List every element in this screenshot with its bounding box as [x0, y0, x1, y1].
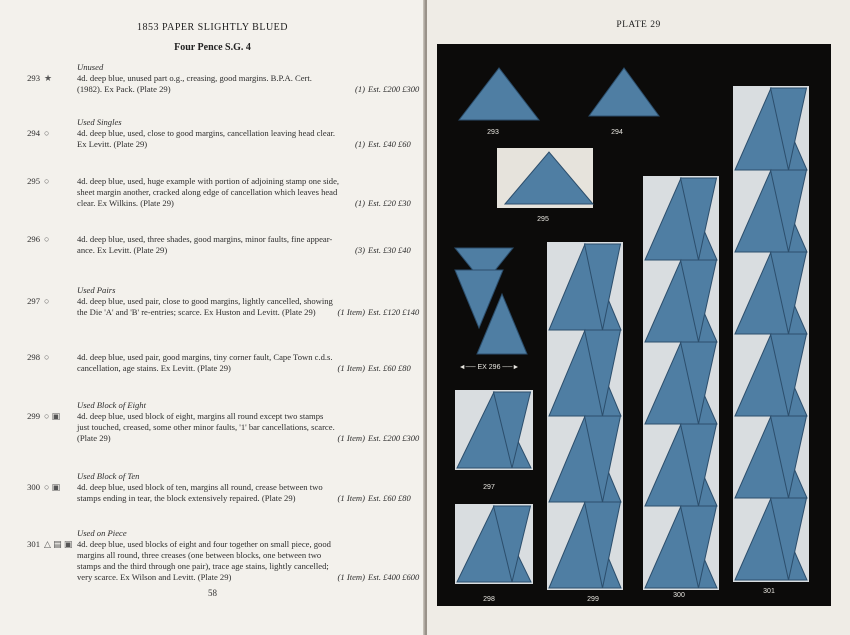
page-subheader: Four Pence S.G. 4 — [174, 42, 251, 53]
lot-heading: Used Block of Ten — [77, 471, 140, 481]
lot-symbol: ○ ▣ — [44, 482, 61, 492]
stamp-293 — [459, 68, 539, 120]
lot-estimate: Est. £40 £60 — [368, 139, 411, 149]
lot-number: 295 — [27, 176, 40, 186]
lot-symbol: ○ — [44, 296, 50, 306]
lot-description-line: 4d. deep blue, used block of eight, margins all round except two stamps — [77, 411, 324, 421]
lot-estimate: Est. £200 £300 — [368, 84, 420, 94]
lot-description-line: 4d. deep blue, used pair, close to good margins, lightly cancelled, showing — [77, 296, 333, 306]
lot-heading: Used Block of Eight — [77, 400, 146, 410]
lot-description-line: ance. Ex Levitt. (Plate 29) — [77, 245, 168, 255]
page-header: 1853 PAPER SLIGHTLY BLUED — [136, 22, 289, 33]
lot-description-line: very scarce. Ex Wilson and Levitt. (Plate 29) — [77, 572, 232, 582]
lot-description-line: 4d. deep blue, used, close to good margins, cancellation leaving head clear. — [77, 128, 336, 138]
lot-description-line: the Die 'A' and 'B' re-entries; scarce. Ex Huston and Levitt. (Plate 29) — [77, 307, 316, 317]
stamp-294 — [589, 68, 659, 116]
right-page — [427, 0, 850, 635]
lot-estimate: Est. £200 £300 — [368, 433, 420, 443]
caption-298: 298 — [483, 596, 495, 603]
lot-quantity: (1 Item) — [337, 363, 365, 373]
lot-number: 294 — [27, 128, 40, 138]
lot-number: 296 — [27, 234, 40, 244]
lot-symbol: ○ — [44, 352, 50, 362]
lot-description-line: sheet margin another, cracked along edge of cancellation which leaves head — [77, 187, 338, 197]
lot-estimate: Est. £20 £30 — [368, 198, 411, 208]
lot-heading: Used Singles — [77, 117, 122, 127]
lot-description-line: 4d. deep blue, used, huge example with portion of adjoining stamp one side, — [77, 176, 340, 186]
lot-description-line: 4d. deep blue, used blocks of eight and four together on small piece, good — [77, 539, 331, 549]
lot-quantity: (3) — [354, 245, 365, 255]
lot-heading: Unused — [77, 62, 104, 72]
lot-number: 301 — [27, 539, 40, 549]
lot-estimate: Est. £60 £80 — [368, 363, 411, 373]
lot-quantity: (1) — [354, 84, 365, 94]
lot-description-line: 4d. deep blue, used, three shades, good margins, minor faults, fine appear- — [77, 234, 333, 244]
lot-description-line: stamps ending in tear, the block extensively repaired. (Plate 29) — [77, 493, 296, 503]
lot-symbol: △ ▤ ▣ — [44, 539, 73, 549]
caption-296: ◄── EX 296 ──► — [458, 364, 520, 371]
lot-description-line: (1982). Ex Pack. (Plate 29) — [77, 84, 171, 94]
lot-estimate: Est. £400 £600 — [368, 572, 420, 582]
lot-description-line: stamps and the third through one pair), trace age stains, lightly cancelled; — [77, 561, 329, 571]
lot-symbol: ○ — [44, 234, 50, 244]
lot-quantity: (1) — [354, 139, 365, 149]
lot-quantity: (1 Item) — [337, 493, 365, 503]
lot-quantity: (1) — [354, 198, 365, 208]
lot-heading: Used Pairs — [77, 285, 116, 295]
lot-symbol: ○ ▣ — [44, 411, 61, 421]
plate-title: PLATE 29 — [616, 20, 661, 30]
lot-number: 293 — [27, 73, 40, 83]
lot-description-line: (Plate 29) — [77, 433, 111, 443]
lot-estimate: Est. £120 £140 — [368, 307, 420, 317]
lot-description-line: just touched, creased, some other minor faults, '1' bar cancellations, scarce. — [77, 422, 335, 432]
caption-301: 301 — [763, 588, 775, 595]
lot-description-line: clear. Ex Wilkins. (Plate 29) — [77, 198, 174, 208]
caption-294: 294 — [611, 129, 623, 136]
lot-description-line: Ex Levitt. (Plate 29) — [77, 139, 148, 149]
caption-300: 300 — [673, 592, 685, 599]
lot-symbol: ○ — [44, 128, 50, 138]
lot-quantity: (1 Item) — [337, 433, 365, 443]
lot-description-line: 4d. deep blue, used pair, good margins, tiny corner fault, Cape Town c.d.s. — [77, 352, 333, 362]
lot-symbol: ★ — [44, 73, 53, 83]
caption-299: 299 — [587, 596, 599, 603]
lot-number: 297 — [27, 296, 40, 306]
caption-295: 295 — [537, 216, 549, 223]
page-number: 58 — [208, 588, 217, 598]
stamp-plate — [437, 44, 831, 606]
lot-heading: Used on Piece — [77, 528, 127, 538]
lot-description-line: 4d. deep blue, used block of ten, margins all round, crease between two — [77, 482, 323, 492]
lot-number: 299 — [27, 411, 40, 421]
lot-estimate: Est. £60 £80 — [368, 493, 411, 503]
lot-description-line: 4d. deep blue, unused part o.g., creasing, good margins. B.P.A. Cert. — [77, 73, 312, 83]
lot-number: 298 — [27, 352, 40, 362]
lot-symbol: ○ — [44, 176, 50, 186]
lot-number: 300 — [27, 482, 40, 492]
lot-description-line: cancellation, age stains. Ex Levitt. (Plate 29) — [77, 363, 231, 373]
caption-297: 297 — [483, 484, 495, 491]
lot-quantity: (1 Item) — [337, 307, 365, 317]
lot-quantity: (1 Item) — [337, 572, 365, 582]
lot-estimate: Est. £30 £40 — [368, 245, 411, 255]
caption-293: 293 — [487, 129, 499, 136]
lot-description-line: margins all round, three creases (one between blocks, one between two — [77, 550, 322, 560]
